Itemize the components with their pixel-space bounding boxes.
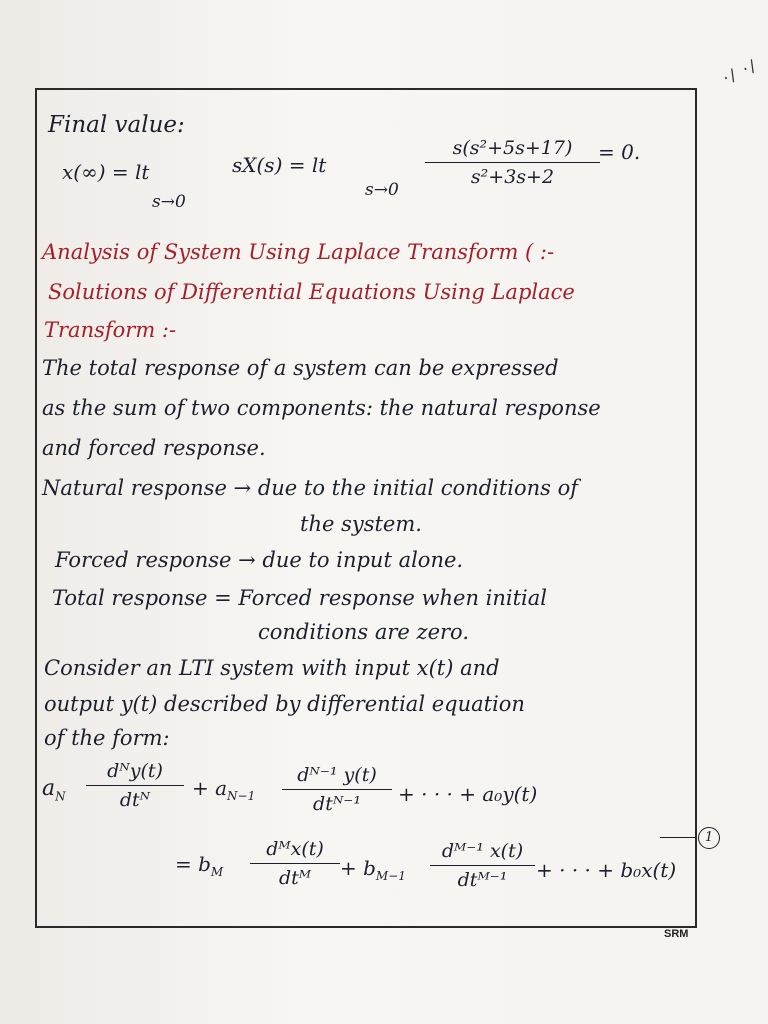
coef-bM-letter: = b — [175, 852, 211, 876]
paragraph-line-1: The total response of a system can be expressed — [42, 356, 559, 380]
coef-bM1 — [340, 856, 406, 883]
fraction-denominator: s²+3s+2 — [470, 166, 555, 188]
term2-fraction — [282, 764, 392, 815]
term3-numerator: dᴹx(t) — [266, 838, 324, 860]
term3-fraction — [250, 838, 340, 889]
final-value-mid: sX(s) = lt — [232, 153, 327, 177]
term3-denominator: dtᴹ — [278, 867, 312, 889]
heading-transform: Transform :- — [44, 318, 177, 342]
equation-tail-1: + · · · + a₀y(t) — [398, 782, 538, 806]
term2-numerator: dᴺ⁻¹ y(t) — [297, 764, 377, 786]
coef-bM1-letter: + b — [340, 856, 376, 880]
forced-response-line: Forced response → due to input alone. — [55, 548, 464, 572]
term1-numerator: dᴺy(t) — [107, 760, 163, 782]
paragraph-line-3: and forced response. — [42, 436, 266, 460]
term4-denominator: dtᴹ⁻¹ — [457, 869, 508, 891]
coef-bM1-sub: M−1 — [375, 869, 406, 883]
corner-mark: ·/ ·/ — [719, 55, 761, 88]
limit-label-2: s→0 — [365, 180, 399, 200]
equation-arrow — [660, 837, 696, 838]
equation-number: 1 — [698, 827, 720, 849]
total-response-line-1: Total response = Forced response when initial — [52, 586, 547, 610]
coef-bM-sub: M — [210, 865, 224, 879]
term1-fraction — [86, 760, 184, 811]
footer-label: SRM — [664, 928, 689, 940]
equation-tail-2: + · · · + b₀x(t) — [536, 858, 677, 882]
fraction-numerator: s(s²+5s+17) — [452, 137, 573, 159]
total-response-line-2: conditions are zero. — [258, 620, 470, 644]
paragraph-line-2: as the sum of two components: the natural response — [42, 396, 601, 420]
final-value-lhs: x(∞) = lt — [62, 160, 150, 184]
limit-label-1: s→0 — [152, 192, 186, 212]
heading-solutions: Solutions of Differential Equations Using Laplace — [48, 280, 575, 304]
natural-response-line-2: the system. — [300, 512, 422, 536]
coef-aN1-letter: + a — [192, 776, 228, 800]
consider-line-2: output y(t) described by differential equation — [44, 692, 525, 716]
final-value-heading: Final value: — [48, 112, 185, 138]
term1-denominator: dtᴺ — [119, 789, 151, 811]
term4-fraction — [430, 840, 535, 891]
coef-aN-letter: a — [42, 776, 56, 801]
natural-response-line-1: Natural response → due to the initial conditions of — [42, 476, 579, 500]
coef-aN-sub: N — [55, 789, 66, 804]
term4-numerator: dᴹ⁻¹ x(t) — [441, 840, 524, 862]
final-value-fraction — [425, 137, 600, 188]
heading-analysis: Analysis of System Using Laplace Transform ( :- — [42, 240, 555, 264]
coef-aN — [42, 776, 66, 803]
coef-aN1 — [192, 776, 255, 803]
final-value-result: = 0. — [598, 140, 641, 164]
consider-line-3: of the form: — [44, 726, 170, 750]
term2-denominator: dtᴺ⁻¹ — [313, 793, 361, 815]
coef-aN1-sub: N−1 — [227, 789, 256, 803]
coef-bM — [175, 852, 223, 879]
consider-line-1: Consider an LTI system with input x(t) and — [44, 656, 500, 680]
